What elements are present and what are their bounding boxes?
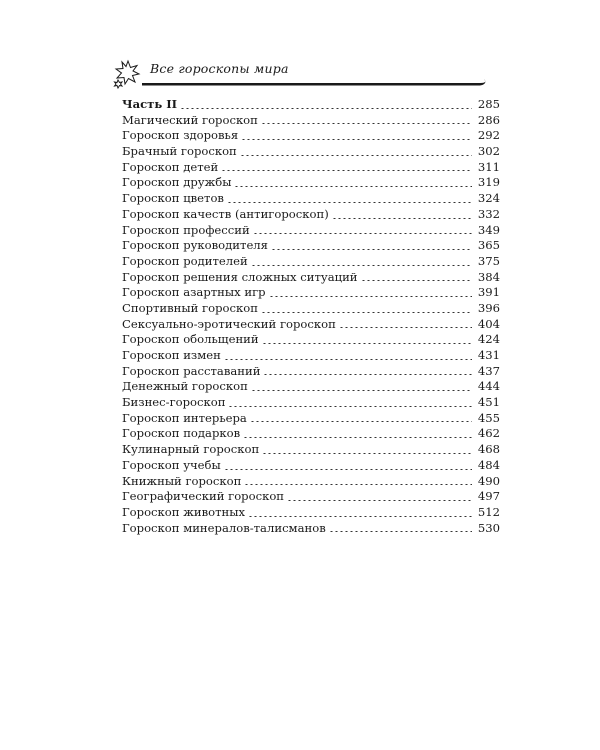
toc-entry-page: 319 [477,175,500,190]
toc-entry-title: Гороскоп детей [122,159,219,174]
toc-entry-title: Гороскоп цветов [122,191,224,206]
toc-entry-page: 451 [477,395,500,410]
toc-entry-page: 391 [477,285,500,300]
toc-entry-page: 375 [477,253,500,268]
running-header [112,58,492,90]
toc-entry-title: Сексуально-эротический гороскоп [122,316,336,331]
star-burst-icon [115,61,140,88]
toc-entry[interactable] [122,301,500,317]
toc-entry-title: Бизнес-гороскоп [122,395,226,410]
toc-entry-page: 332 [477,206,500,221]
toc-entry[interactable] [122,489,500,505]
toc-leader-dots [221,170,472,171]
toc-entry-title: Гороскоп измен [122,348,221,362]
toc-leader-dots [261,312,472,313]
toc-entry-title: Гороскоп учебы [122,457,221,472]
toc-entry-title: Гороскоп родителей [122,253,248,268]
toc-leader-dots [287,500,472,501]
toc-entry[interactable] [122,411,500,427]
toc-leader-dots [224,359,472,360]
toc-entry[interactable] [122,348,500,364]
toc-leader-dots [269,296,472,297]
toc-entry-page: 424 [477,332,500,347]
toc-leader-dots [339,327,472,328]
toc-leader-dots [261,123,472,124]
toc-entry[interactable] [122,144,500,160]
toc-entry-title: Спортивный гороскоп [122,300,258,315]
toc-entry-page: 431 [477,348,500,362]
toc-leader-dots [228,406,472,407]
toc-entry-page: 404 [477,316,500,331]
toc-leader-dots [262,343,472,344]
toc-leader-dots [248,516,472,517]
toc-entry-title: Гороскоп качеств (антигороскоп) [122,206,329,221]
toc-leader-dots [263,374,472,375]
toc-entry[interactable] [122,160,500,176]
toc-entry[interactable] [122,285,500,301]
toc-leader-dots [251,390,472,391]
toc-entry-title: Денежный гороскоп [122,379,248,394]
header-rule [142,79,485,86]
toc-entry-page: 530 [477,520,500,535]
toc-entry-page: 311 [477,159,500,174]
toc-leader-dots [251,265,472,266]
toc-entry-title: Гороскоп здоровья [122,128,239,143]
table-of-contents [122,97,500,536]
toc-entry[interactable] [122,238,500,254]
toc-entry-page: 292 [477,128,500,143]
toc-leader-dots [253,233,472,234]
toc-entry-title: Гороскоп профессий [122,222,250,237]
toc-entry-page: 437 [477,363,500,378]
toc-leader-dots [241,139,472,140]
toc-entry[interactable] [122,254,500,270]
toc-leader-dots [234,186,472,187]
toc-entry-page: 468 [477,442,500,457]
toc-leader-dots [227,202,472,203]
toc-entry[interactable] [122,442,500,458]
toc-entry-page: 324 [477,191,500,206]
toc-entry[interactable] [122,458,500,474]
toc-entry-page: 286 [477,112,500,127]
toc-entry[interactable] [122,270,500,286]
toc-entry[interactable] [122,223,500,239]
toc-entry[interactable] [122,505,500,521]
toc-entry[interactable] [122,191,500,207]
toc-entry-title: Кулинарный гороскоп [122,442,260,457]
toc-leader-dots [332,218,472,219]
toc-entry-page: 302 [477,144,500,159]
toc-leader-dots [361,280,472,281]
toc-entry-page: 384 [477,269,500,284]
toc-entry-page: 497 [477,489,500,504]
toc-leader-dots [271,249,472,250]
toc-entry-page: 349 [477,222,500,237]
toc-entry-page: 444 [477,379,500,394]
toc-entry-title: Магический гороскоп [122,112,258,127]
toc-leader-dots [244,484,472,485]
toc-entry[interactable] [122,521,500,537]
toc-entry-title: Брачный гороскоп [122,144,237,159]
toc-entry-page: 455 [477,410,500,425]
toc-entry[interactable] [122,332,500,348]
toc-entry-page: 396 [477,300,500,315]
toc-entry[interactable] [122,379,500,395]
toc-entry-title: Гороскоп руководителя [122,238,268,253]
toc-entry-page: 365 [477,238,500,253]
toc-entry[interactable] [122,317,500,333]
toc-leader-dots [243,437,472,438]
toc-entry[interactable] [122,97,500,113]
toc-entry[interactable] [122,364,500,380]
toc-entry-page: 512 [477,504,500,519]
toc-entry-page: 462 [477,426,500,441]
toc-entry[interactable] [122,207,500,223]
toc-entry[interactable] [122,474,500,490]
toc-leader-dots [180,108,472,109]
toc-leader-dots [240,155,472,156]
toc-entry[interactable] [122,175,500,191]
toc-entry[interactable] [122,113,500,129]
toc-entry-title: Гороскоп решения сложных ситуаций [122,269,358,284]
toc-entry[interactable] [122,426,500,442]
toc-entry-title: Гороскоп интерьера [122,410,247,425]
toc-entry-page: 490 [477,473,500,488]
toc-entry-title: Гороскоп азартных игр [122,285,266,300]
toc-entry-title: Гороскоп минералов-талисманов [122,520,326,535]
toc-leader-dots [250,421,472,422]
toc-entry-title: Гороскоп дружбы [122,175,232,190]
toc-entry-title: Гороскоп животных [122,504,245,519]
toc-entry-page: 484 [477,457,500,472]
toc-entry-title: Гороскоп обольщений [122,332,259,347]
header-title: Все гороскопы мира [150,61,289,76]
toc-entry-title: Гороскоп подарков [122,426,241,441]
toc-leader-dots [224,469,472,470]
toc-entry-title: Часть II [122,97,178,111]
toc-entry-page: 285 [477,97,500,111]
toc-leader-dots [262,453,472,454]
toc-entry-title: Книжный гороскоп [122,473,242,488]
toc-entry-title: Гороскоп расставаний [122,363,261,378]
toc-entry[interactable] [122,128,500,144]
toc-entry-title: Географический гороскоп [122,489,285,504]
toc-entry[interactable] [122,395,500,411]
toc-leader-dots [329,531,472,532]
